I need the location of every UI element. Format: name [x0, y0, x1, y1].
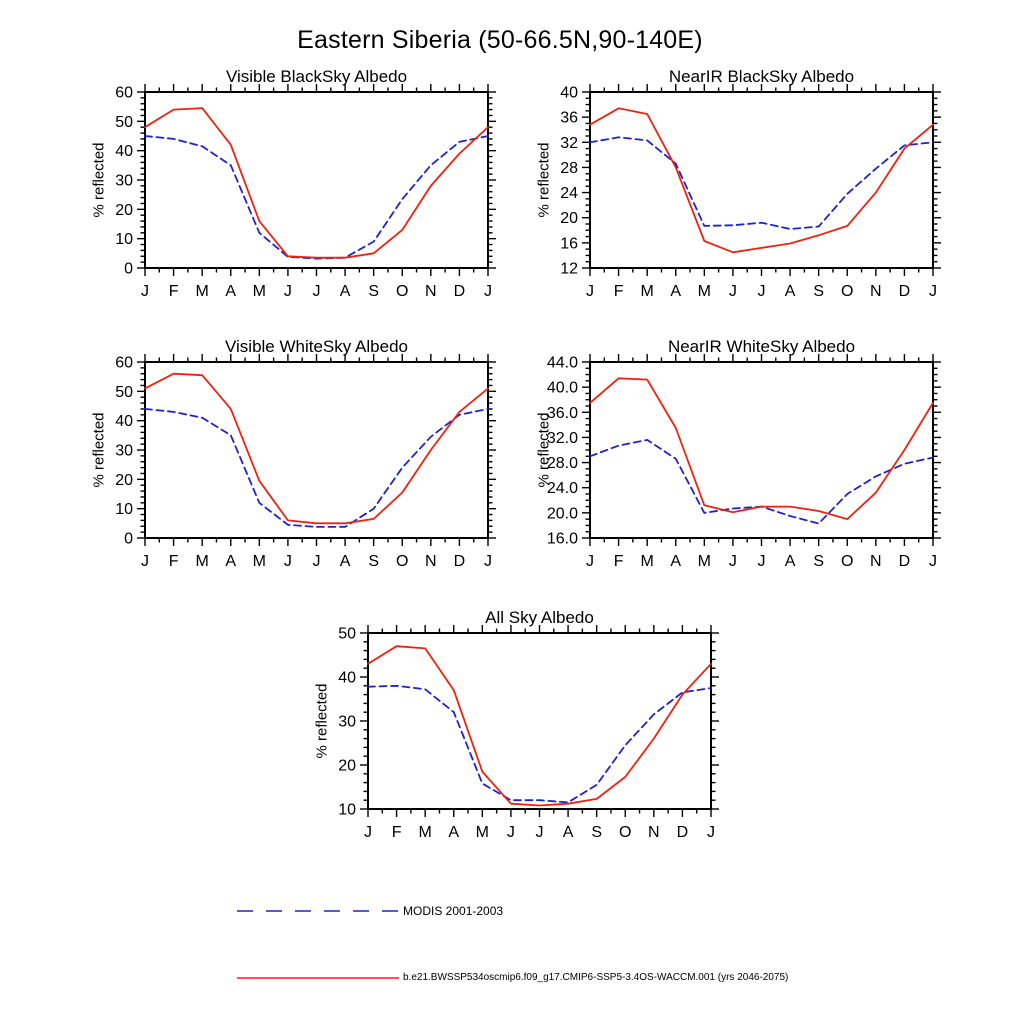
svg-text:30: 30: [115, 442, 133, 460]
legend-label-model: b.e21.BWSSP534oscmip6.f09_g17.CMIP6-SSP5-3.4OS-WACCM.001 (yrs 2046-2075): [403, 972, 789, 983]
svg-text:F: F: [168, 553, 179, 570]
svg-text:M: M: [252, 553, 266, 570]
svg-text:M: M: [195, 553, 209, 570]
svg-text:A: A: [784, 283, 796, 300]
svg-text:J: J: [283, 553, 292, 570]
svg-text:F: F: [613, 553, 624, 570]
svg-text:40.0: 40.0: [546, 379, 578, 397]
svg-text:24: 24: [560, 185, 578, 203]
svg-text:O: O: [396, 553, 409, 570]
svg-text:A: A: [225, 553, 237, 570]
line-chart-allsky: [288, 607, 768, 857]
svg-text:O: O: [619, 824, 632, 841]
svg-text:S: S: [813, 283, 825, 300]
svg-text:M: M: [418, 824, 432, 841]
svg-text:A: A: [784, 553, 796, 570]
svg-text:20: 20: [115, 201, 133, 219]
svg-text:D: D: [453, 283, 466, 300]
y-axis-label: % reflected: [313, 683, 331, 759]
svg-text:10: 10: [115, 501, 133, 519]
svg-text:J: J: [929, 553, 937, 570]
modis-dashed-line-sample: [237, 908, 399, 914]
svg-text:D: D: [453, 553, 466, 570]
svg-text:16.0: 16.0: [546, 530, 578, 548]
y-axis-label: % reflected: [535, 142, 553, 218]
svg-text:J: J: [283, 283, 292, 300]
svg-text:N: N: [870, 553, 882, 570]
svg-text:20.0: 20.0: [546, 505, 578, 523]
svg-text:N: N: [425, 553, 437, 570]
svg-text:A: A: [448, 824, 460, 841]
svg-text:16: 16: [560, 235, 578, 253]
svg-text:32: 32: [560, 134, 578, 152]
panel-title: NearIR BlackSky Albedo: [668, 67, 855, 86]
panel-title: All Sky Albedo: [485, 608, 594, 627]
svg-text:36.0: 36.0: [546, 404, 578, 422]
svg-text:40: 40: [560, 84, 578, 102]
svg-text:M: M: [640, 553, 654, 570]
svg-text:0: 0: [124, 260, 133, 278]
svg-text:28: 28: [560, 159, 578, 177]
svg-text:S: S: [591, 824, 603, 841]
panel-title: NearIR WhiteSky Albedo: [667, 337, 856, 356]
svg-text:J: J: [484, 283, 492, 300]
svg-text:20: 20: [560, 210, 578, 228]
svg-text:J: J: [141, 553, 149, 570]
svg-text:M: M: [697, 553, 711, 570]
line-chart-visible-blacksky: [65, 66, 545, 316]
svg-text:A: A: [225, 283, 237, 300]
legend-label-modis: MODIS 2001-2003: [403, 904, 504, 918]
svg-text:J: J: [312, 283, 321, 300]
figure-title: Eastern Siberia (50-66.5N,90-140E): [297, 26, 703, 54]
svg-text:J: J: [506, 824, 515, 841]
svg-text:J: J: [586, 553, 594, 570]
panel-visible-blacksky: [65, 66, 545, 316]
svg-text:S: S: [368, 553, 380, 570]
svg-text:0: 0: [124, 530, 133, 548]
svg-text:J: J: [141, 283, 149, 300]
svg-text:D: D: [898, 283, 911, 300]
svg-text:50: 50: [338, 625, 356, 643]
svg-text:O: O: [396, 283, 409, 300]
svg-text:12: 12: [560, 260, 578, 278]
svg-text:A: A: [670, 283, 682, 300]
svg-text:A: A: [339, 283, 351, 300]
svg-text:A: A: [562, 824, 574, 841]
svg-text:J: J: [707, 824, 715, 841]
svg-text:J: J: [312, 553, 321, 570]
line-chart-nearir-blacksky: [510, 66, 990, 316]
svg-text:40: 40: [115, 413, 133, 431]
svg-text:28.0: 28.0: [546, 455, 578, 473]
svg-text:40: 40: [115, 143, 133, 161]
panel-allsky: [288, 607, 768, 857]
line-chart-nearir-whitesky: [510, 336, 990, 586]
svg-text:F: F: [391, 824, 402, 841]
y-axis-label: % reflected: [90, 412, 108, 488]
svg-text:M: M: [697, 283, 711, 300]
svg-text:60: 60: [115, 84, 133, 102]
svg-text:10: 10: [338, 801, 356, 819]
svg-text:J: J: [364, 824, 372, 841]
svg-text:N: N: [425, 283, 437, 300]
svg-text:M: M: [640, 283, 654, 300]
svg-text:30: 30: [338, 713, 356, 731]
svg-text:J: J: [929, 283, 937, 300]
svg-text:J: J: [728, 283, 737, 300]
panel-visible-whitesky: [65, 336, 545, 586]
svg-text:M: M: [252, 283, 266, 300]
svg-text:F: F: [613, 283, 624, 300]
svg-text:36: 36: [560, 109, 578, 127]
svg-text:J: J: [757, 553, 766, 570]
svg-text:D: D: [898, 553, 911, 570]
svg-text:J: J: [586, 283, 594, 300]
svg-text:10: 10: [115, 231, 133, 249]
svg-text:20: 20: [338, 757, 356, 775]
svg-text:50: 50: [115, 383, 133, 401]
legend-entry-model: [237, 971, 997, 985]
y-axis-label: % reflected: [90, 142, 108, 218]
svg-text:S: S: [813, 553, 825, 570]
svg-text:J: J: [484, 553, 492, 570]
svg-text:S: S: [368, 283, 380, 300]
svg-text:60: 60: [115, 354, 133, 372]
y-axis-label: % reflected: [535, 412, 553, 488]
svg-text:N: N: [648, 824, 660, 841]
svg-text:20: 20: [115, 471, 133, 489]
svg-text:F: F: [168, 283, 179, 300]
svg-text:J: J: [757, 283, 766, 300]
svg-text:J: J: [535, 824, 544, 841]
svg-text:A: A: [670, 553, 682, 570]
svg-text:40: 40: [338, 669, 356, 687]
svg-text:O: O: [841, 553, 854, 570]
legend-entry-modis: [237, 904, 937, 918]
svg-text:D: D: [676, 824, 689, 841]
panel-title: Visible BlackSky Albedo: [225, 67, 408, 86]
svg-text:O: O: [841, 283, 854, 300]
svg-text:M: M: [475, 824, 489, 841]
svg-text:44.0: 44.0: [546, 354, 578, 372]
svg-text:32.0: 32.0: [546, 429, 578, 447]
svg-text:24.0: 24.0: [546, 480, 578, 498]
svg-text:A: A: [339, 553, 351, 570]
model-solid-line-sample: [237, 975, 399, 981]
svg-text:M: M: [195, 283, 209, 300]
line-chart-visible-whitesky: [65, 336, 545, 586]
panel-title: Visible WhiteSky Albedo: [224, 337, 408, 356]
svg-text:30: 30: [115, 172, 133, 190]
panel-nearir-blacksky: [510, 66, 990, 316]
svg-text:N: N: [870, 283, 882, 300]
svg-text:50: 50: [115, 113, 133, 131]
svg-text:J: J: [728, 553, 737, 570]
panel-nearir-whitesky: [510, 336, 990, 586]
